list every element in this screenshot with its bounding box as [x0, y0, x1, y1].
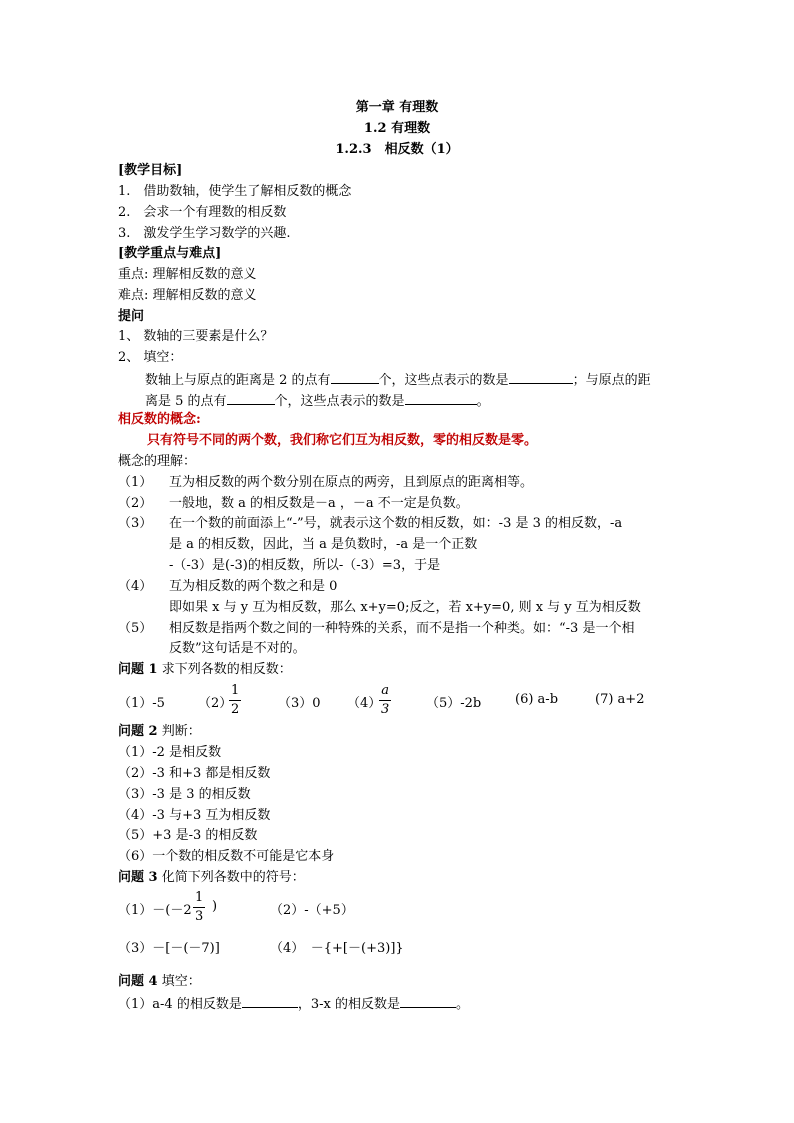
blank-field[interactable] — [405, 390, 477, 405]
problem1-item: (7) a+2 — [595, 692, 645, 707]
goal-item: 3. 激发学生学习数学的兴趣. — [118, 226, 291, 241]
point-number: （4） — [118, 579, 153, 594]
blank-field[interactable] — [227, 390, 275, 405]
problem2-item: （3）-3 是 3 的相反数 — [118, 787, 251, 802]
point-text: 相反数是指两个数之间的一种特殊的关系，而不是指一个种类。如：“-3 是一个相 — [169, 621, 635, 636]
point-text: 互为相反数的两个数分别在原点的两旁，且到原点的距离相等。 — [169, 475, 534, 490]
problem3-row1 — [118, 889, 518, 929]
goals-heading: [教学目标] — [118, 163, 183, 178]
point-number: （1） — [118, 475, 153, 490]
fraction-one-half: $\frac{1}{2}$ — [231, 683, 240, 717]
problem3-item: （1）－(－2 — [118, 903, 192, 918]
problem4-line: （1）a-4 的相反数是 ，3-x 的相反数是 。 — [118, 993, 469, 1013]
chapter-title: 第一章 有理数 — [355, 100, 439, 115]
point-text: 是 a 的相反数，因此，当 a 是负数时，-a 是一个正数 — [169, 537, 478, 552]
problem2-item: （1）-2 是相反数 — [118, 745, 222, 760]
goal-item: 1. 借助数轴，使学生了解相反数的概念 — [118, 184, 352, 199]
concept-definition: 只有符号不同的两个数，我们称它们互为相反数，零的相反数是零。 — [147, 433, 538, 448]
problem2-item: （4）-3 与+3 互为相反数 — [118, 808, 271, 823]
question-1: 1、 数轴的三要素是什么？ — [118, 329, 274, 344]
blank-field[interactable] — [400, 993, 456, 1008]
blank-field[interactable] — [331, 369, 379, 384]
problem4-title: 问题 4 填空： — [118, 974, 201, 989]
problem2-item: （2）-3 和+3 都是相反数 — [118, 766, 271, 781]
point-text: 一般地，数 a 的相反数是－a ，－a 不一定是负数。 — [169, 496, 469, 511]
problem1-title: 问题 1 求下列各数的相反数： — [118, 662, 292, 677]
problem1-item: （5）-2b — [426, 696, 482, 711]
closing-paren: ) — [212, 899, 218, 914]
point-text: -（-3）是(-3)的相反数，所以-（-3）=3，于是 — [169, 558, 441, 573]
point-text: 互为相反数的两个数之和是 0 — [169, 579, 338, 594]
fraction-a-over-3: $\frac{a}{3}$ — [381, 683, 390, 717]
questions-heading: 提问 — [118, 309, 145, 324]
problem1-item: （4） — [347, 696, 382, 711]
point-text: 即如果 x 与 y 互为相反数，那么 x+y=0;反之，若 x+y=0, 则 x 与 y 互为相反数 — [169, 600, 641, 615]
problem3-title: 问题 3 化简下列各数中的符号： — [118, 870, 305, 885]
point-number: （3） — [118, 516, 153, 531]
goal-item: 2. 会求一个有理数的相反数 — [118, 205, 287, 220]
problem1-item: （2） — [198, 696, 233, 711]
focus-text: 重点: 理解相反数的意义 — [118, 267, 257, 282]
blank-field[interactable] — [509, 369, 573, 384]
fraction-one-third: $\frac{1}{3}$ — [195, 890, 204, 924]
difficulty-text: 难点: 理解相反数的意义 — [118, 288, 257, 303]
problem3-item: （3）－[－(－7)] — [118, 941, 220, 956]
fill-line-1: 数轴上与原点的距离是 2 的点有 个，这些点表示的数是 ；与原点的距 — [145, 369, 651, 389]
blank-field[interactable] — [242, 993, 298, 1008]
concept-heading: 相反数的概念: — [118, 412, 201, 427]
problem3-item: （2）-（+5） — [270, 903, 354, 918]
problem2-item: （6）一个数的相反数不可能是它本身 — [118, 849, 335, 864]
question-2: 2、 填空： — [118, 350, 183, 365]
problem1-items — [118, 682, 678, 722]
point-number: （5） — [118, 621, 153, 636]
point-number: （2） — [118, 496, 153, 511]
problem1-item: (6) a-b — [515, 692, 559, 707]
section-title: 1.2 有理数 — [363, 121, 431, 136]
keypoints-heading: [教学重点与难点] — [118, 246, 222, 261]
problem1-item: （1）-5 — [118, 696, 165, 711]
problem1-item: （3）0 — [278, 696, 321, 711]
problem3-item: （4） －{+[－(+3)]} — [270, 941, 404, 956]
understanding-heading: 概念的理解： — [118, 454, 197, 469]
subsection-title: 1.2.3 相反数（1） — [335, 142, 459, 157]
fill-line-2: 离是 5 的点有 个，这些点表示的数是 。 — [145, 390, 490, 410]
problem2-item: （5）+3 是-3 的相反数 — [118, 828, 258, 843]
point-text: 反数”这句话是不对的。 — [169, 641, 306, 656]
problem2-title: 问题 2 判断： — [118, 724, 201, 739]
point-text: 在一个数的前面添上“-”号，就表示这个数的相反数，如：-3 是 3 的相反数，-a — [169, 516, 623, 531]
